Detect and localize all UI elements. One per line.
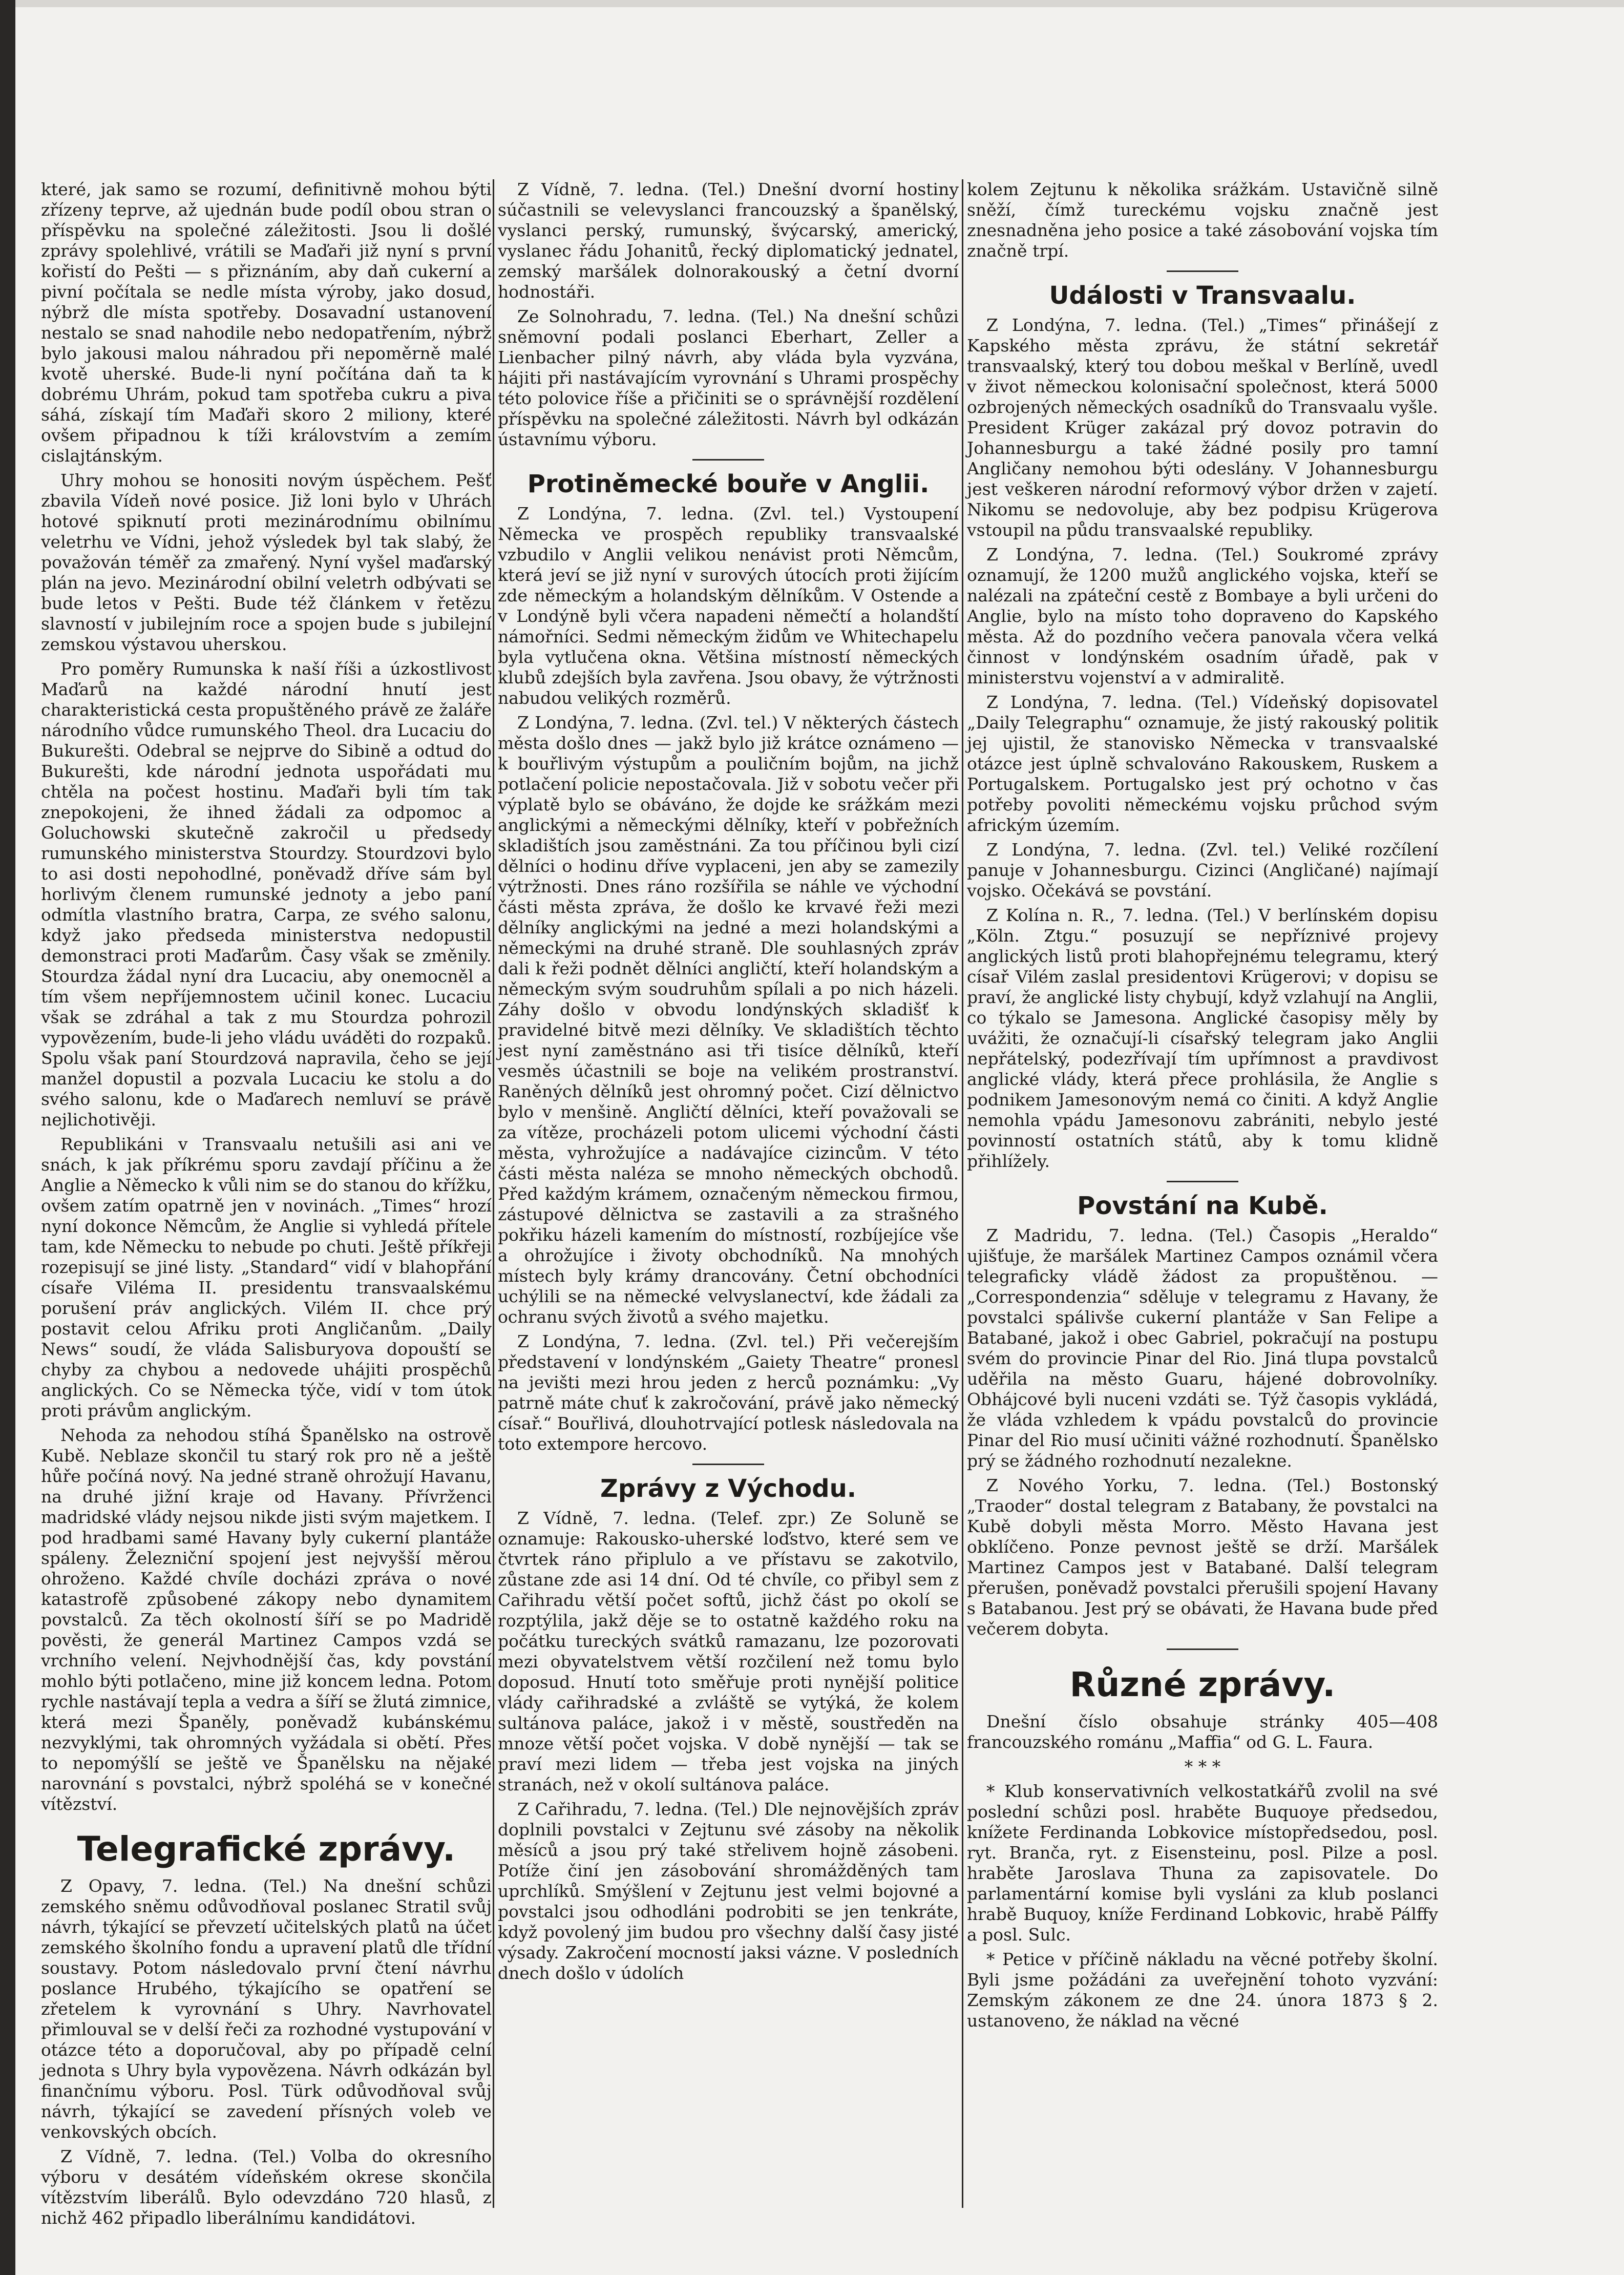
article-paragraph: Z Cařihradu, 7. ledna. (Tel.) Dle nejnovějších zpráv doplnili povstalci v Zejtunu své zásoby na několik měsíců a jsou prý také střelivem hojně zásobeni. Potíže činí jen zásobování shromážděných tam uprchlíků. Smýšlení v Zejtunu jest velmi bojovné a povstalci jsou odhodláni podrobiti se jen tenkráte, když povolený jim budou pro všechny další časy jisté výsady. Zakročení mocností jaksi vázne. V posledních dnech došlo v údolích <box>498 1799 959 1983</box>
column-rule-2 <box>962 179 963 2208</box>
article-paragraph: Z Vídně, 7. ledna. (Telef. zpr.) Ze Soluně se oznamuje: Rakousko-uherské loďstvo, které sem ve čtvrtek ráno připlulo a ve přístavu se zakotvilo, zůstane zde asi 14 dní. Od té chvíle, co přibyl sem z Cařihradu větší počet softů, jichž část po okolí se rozptýlila, jakž děje se to ostatně každého roku na počátku tureckých svátků ramazanu, lze pozorovati mezi obyvatelstvem větší rozčilení než tomu bylo doposud. Hnutí toto směřuje proti nynější politice vlády cařihradské a zvláště se vytýká, že kolem sultánova paláce, jakož i v městě, soustředěn na mnoze větší počet vojska. V době nynější — tak se praví mezi lidem — třeba jest vojska na jiných stranách, než v okolí sultánova paláce. <box>498 1508 959 1794</box>
article-paragraph: Z Opavy, 7. ledna. (Tel.) Na dnešní schůzi zemského sněmu odůvodňoval poslanec Stratil svůj návrh, týkající se převzetí učitelských platů na účet zemského školního fondu a upravení platů dle třídní soustavy. Potom následovalo první čtení návrhu poslance Hrubého, týkajícího se opatření se zřetelem k vyrovnání s Uhry. Navrhovatel přimlouval se v delší řeči za rozhodné vystupování v otázce této a doporučoval, aby po případě celní jednota s Uhry byla vypovězena. Návrh odkázán byl finančnímu výboru. Posl. Türk odůvodňoval svůj návrh, týkající se zavedení přísných voleb ve venkovských obcích. <box>41 1876 492 2142</box>
article-paragraph: Pro poměry Rumunska k naší říši a úzkostlivost Maďarů na každé národní hnutí jest charakteristická cesta propuštěného právě ze žaláře národního vůdce rumunského Theol. dra Lucaciu do Bukurešti. Odebral se nejprve do Sibině a odtud do Bukurešti, kde národní jednota uspořádati mu chtěla na počest hostinu. Maďaři byli tím tak znepokojeni, že ihned žádali za odpomoc a Goluchowski skutečně zakročil u předsedy rumunského ministerstva Stourdzy. Stourdzovi bylo to asi dosti nepohodlné, poněvadž dříve sám byl horlivým členem rumunské jednoty a jebo paní odmítla vlastního bratra, Carpa, ze svého salonu, když jako předseda ministerstva nedopustil demonstraci proti Maďarům. Časy však se změnily. Stourdza žádal nyní dra Lucaciu, aby onemocněl a tím všem nepříjemnostem učinil konec. Lucaciu však se zdráhal a tak z mu Stourdza pohrozil vypovězením, bude-li jeho vládu uváděti do rozpaků. Spolu však paní Stourdzová napravila, čeho se její manžel dopustil a pozvala Lucaciu ke stolu a do svého salonu, kde o Maďarech nemluví se právě nejlichotivěji. <box>41 659 492 1130</box>
article-paragraph: Z Londýna, 7. ledna. (Zvl. tel.) V některých částech města došlo dnes — jakž bylo již krátce oznámeno — k bouřlivým výstupům a pouličním bojům, na jichž potlačení policie nepostačovala. Již v sobotu večer při výplatě bylo se obáváno, že dojde ke srážkám mezi anglickými a německými dělníky, kteří v pobřežních skladištích jsou zaměstnáni. Za tou příčinou byli cizí dělníci o hodinu dříve vyplaceni, jen aby se zamezily výtržnosti. Dnes ráno rozšířila se náhle ve východní části města zpráva, že došlo ke krvavé řeži mezi dělníky anglickými na jedné a mezi holandskými a německými na druhé straně. Dle souhlasných zpráv dali k řeži podnět dělníci angličtí, kteří holandským a německým svým soudruhům spílali a po nich házeli. Záhy došlo v obvodu londýnských skladišť k pravidelné bitvě mezi dělníky. Ve skladištích těchto jest nyní zaměstnáno asi tři tisíce dělníků, kteří vesměs účastnili se boje na velikém prostranství. Raněných dělníků jest ohromný počet. Cizí dělnictvo bylo v menšině. Angličtí dělníci, kteří považovali se za vítěze, procházeli potom ulicemi východní části města, vyhrožujíce a nadávajíce cizincům. V této části města naléza se mnoho německých obchodů. Před každým krámem, označeným německou firmou, zástupové dělnictva se zastavili a za strašného pokřiku házeli kamením do místností, rozbíjejíce vše a ohrožujíce i životy obchodníků. Na mnohých místech byly krámy drancovány. Četní obchodníci uchýlili se na německé velvyslanectví, kde žádali za ochranu svých životů a svého majetku. <box>498 713 959 1327</box>
article-paragraph: Republikáni v Transvaalu netušili asi ani ve snách, k jak příkrému sporu zavdají příčinu a že Anglie a Německo k vůli nim se do stanou do křížku, ovšem zatím opatrně jen v novinách. „Times“ hrozí nyní dokonce Němcům, že Anglie si vyhledá přítele tam, kde Německu to nebude po chuti. Ještě příkřeji rozepisují se jiné listy. „Standard“ vidí v blahopřání císaře Viléma II. presidentu transvaalskému porušení práv anglických. Vilém II. chce prý postavit celou Afriku proti Angličanům. „Daily News“ soudí, že vláda Salisburyova dopouští se chyby za chybou a nedovede uhájiti prospěchů anglických. Co se Německa týče, vidí v tom útok proti právům anglickým. <box>41 1134 492 1421</box>
separator-rule <box>1167 1181 1238 1182</box>
article-paragraph: * Klub konservativních velkostatkářů zvolil na své poslední schůzi posl. hraběte Buquoye předsedou, knížete Ferdinanda Lobkovice místopředsedou, posl. ryt. Branča, ryt. z Eisensteinu, posl. Pilze a posl. hraběte Jaroslava Thuna za zapisovatele. Do parlamentární komise byli vysláni za klub poslanci hrabě Buquoy, kníže Ferdinand Lobkovic, hrabě Pálffy a posl. Sulc. <box>967 1781 1438 1945</box>
article-paragraph: Z Londýna, 7. ledna. (Zvl. tel.) Veliké rozčílení panuje v Johannesburgu. Cizinci (Angličané) najímají vojsko. Očekává se povstání. <box>967 840 1438 901</box>
article-paragraph: Z Londýna, 7. ledna. (Zvl. tel.) Při večerejším představení v londýnském „Gaiety Theatre“ pronesl na jevišti mezi hrou jeden z herců poznámku: „Vy patrně máte chuť k zakročování, právě jako německý císař.“ Bouřlivá, dlouhotrvající potlesk následovala na toto extempore hercovo. <box>498 1331 959 1454</box>
article-paragraph: Dnešní číslo obsahuje stránky 405—408 francouzského románu „Maffia“ od G. L. Faura. <box>967 1712 1438 1752</box>
article-paragraph: Z Londýna, 7. ledna. (Tel.) Soukromé zprávy oznamují, že 1200 mužů anglického vojska, kteří se nalézali na zpáteční cestě z Bombaye a byli určeni do Anglie, bylo na místo toho dopraveno do Kapského města. Až do pozdního večera panovala včera velká činnost v londýnském osadním úřadě, pak v ministerstvu vojenství a v admiralitě. <box>967 545 1438 687</box>
article-paragraph: Z Londýna, 7. ledna. (Tel.) Vídeňský dopisovatel „Daily Telegraphu“ oznamuje, že jistý rakouský politik jej ujistil, že stanovisko Německa v transvaalské otázce jest úplně schvalováno Rakouskem, Ruskem a Portugalskem. Portugalsko jest prý ochotno v čas potřeby povoliti německému vojsku průchod svým africkým územím. <box>967 692 1438 835</box>
section-heading-misc-news: Různé zprávy. <box>1069 1665 1336 1704</box>
separator-rule <box>1167 270 1238 272</box>
separator-rule <box>692 459 764 461</box>
asterism: * * * <box>1184 1757 1221 1777</box>
separator-rule <box>692 1464 764 1465</box>
column-2 <box>498 179 959 2203</box>
article-paragraph: Ze Solnohradu, 7. ledna. (Tel.) Na dnešní schůzi sněmovní podali poslanci Eberhart, Zeller a Lienbacher pilný návrh, aby vláda byla vyzvána, hájiti při nastávajícím vyrovnání s Uhrami prospěchy této polovice říše a přičiniti se o správnější rozdělení příspěvku na společné záležitosti. Návrh byl odkázán ústavnímu výboru. <box>498 306 959 449</box>
article-paragraph: Nehoda za nehodou stíhá Španělsko na ostrově Kubě. Neblaze skončil tu starý rok pro ně a ještě hůře počíná nový. Na jedné straně ohrožují Havanu, na druhé jižní kraje od Havany. Přívrženci madridské vlády nejsou nikde jisti svým majetkem. I pod hradbami samé Havany byly cukerní plantáže spáleny. Železniční spojení jest nejvyšší měrou ohroženo. Každé chvíle docházi zpráva o nové katastrofě způsobené zákopy nebo dynamitem povstalců. Za těch okolností šíří se po Madridě pověsti, že generál Martinez Campos vzdá se vrchního velení. Nejvhodnější čas, kdy povstání mohlo býti potlačeno, mine již koncem ledna. Potom rychle nastávají tepla a vedra a šíří se žlutá zimnice, která mezi Španěly, poněvadž kubánskému nezvyklými, tak ohromných vyžádala si obětí. Přes to nepomýšlí se ještě ve Španělsku na nějaké narovnání s povstalci, nýbrž spoléhá se v konečné vítězství. <box>41 1425 492 1814</box>
article-paragraph: * Petice v příčině nákladu na věcné potřeby školní. Byli jsme požádáni za uveřejnění tohoto vyzvání: Zemským zákonem ze dne 24. února 1873 § 2. ustanoveno, že náklad na věcné <box>967 1949 1438 2031</box>
section-heading-telegraph: Telegrafické zprávy. <box>77 1829 456 1869</box>
article-paragraph: Z Londýna, 7. ledna. (Zvl. tel.) Vystoupení Německa ve prospěch republiky transvaalské vzbudilo v Anglii velikou nenávist proti Němcům, která jeví se již nyní v surových útocích proti žijícím zde německým a holandským dělníkům. V Ostende a v Londýně byli včera napadeni němečtí a holandští námořníci. Sedmi německým židům ve Whitechapelu byla vytlučena okna. Většina místností německých klubů zdejších byla zavřena. Jsou obavy, že výtržnosti nabudou velikých rozměrů. <box>498 504 959 708</box>
article-paragraph: Uhry mohou se honositi novým úspěchem. Pešť zbavila Vídeň nové posice. Již loni bylo v Uhrách hotové spiknutí proti mezinárodnímu obilnímu veletrhu ve Vídni, jehož výsledek byl tak slabý, že považován téměř za zmařený. Nyní vyšel maďarský plán na jevo. Mezinárodní obilní veletrh odbývati se bude letos v Pešti. Bude též článkem v řetězu slavností v jubilejním roce a spojen bude s jubilejní zemskou výstavou uherskou. <box>41 470 492 654</box>
column-rule-1 <box>493 179 494 2208</box>
section-heading-east-news: Zprávy z Východu. <box>600 1474 856 1503</box>
column-1 <box>41 179 492 2228</box>
article-paragraph: kolem Zejtunu k několika srážkám. Ustavičně silně sněží, čímž tureckému vojsku značně jest znesnadněna jeho posice a také zásobování vojska tím značně trpí. <box>967 179 1438 261</box>
article-paragraph: Z Vídně, 7. ledna. (Tel.) Dnešní dvorní hostiny súčastnili se velevyslanci francouzský a španělský, vyslanci perský, rumunský, švýcarský, americký, vyslanec řádu Johanitů, řecký diplomatický jednatel, zemský maršálek dolnorakouský a četní dvorní hodnostáři. <box>498 179 959 302</box>
section-heading-transvaal: Události v Transvaalu. <box>1049 281 1356 310</box>
column-3 <box>967 179 1438 2203</box>
article-paragraph: Z Vídně, 7. ledna. (Tel.) Volba do okresního výboru v desátém vídeňském okrese skončila vítězstvím liberálů. Bylo odevzdáno 720 hlasů, z nichž 462 připadlo liberálnímu kandidátovi. <box>41 2146 492 2228</box>
section-heading-cuba: Povstání na Kubě. <box>1077 1192 1328 1220</box>
page-top-margin <box>0 0 1624 7</box>
section-heading-anti-german-riots: Protiněmecké bouře v Anglii. <box>527 470 930 498</box>
article-paragraph: které, jak samo se rozumí, definitivně mohou býti zřízeny teprve, až ujednán bude podíl obou stran o příspěvku na společné záležitosti. Jsou li došlé zprávy spolehlivé, vrátili se Maďaři již nyní s první kořistí do Pešti — s přiznáním, aby daň cukerní a pivní počítala se nedle místa výroby, jako dosud, nýbrž dle místa spotřeby. Dosavadní ustanovení nestalo se snad nahodile nebo nedopatřením, nýbrž bylo jakousi malou náhradou při nepoměrně malé kvotě uherské. Bude-li nyní počítána daň ta k dobrému Uhrám, pokud tam spotřeba cukru a piva sáhá, získají tím Maďaři skoro 2 miliony, které ovšem připadnou k tíži královstvím a zemím cislajtánským. <box>41 179 492 466</box>
article-paragraph: Z Nového Yorku, 7. ledna. (Tel.) Bostonský „Traoder“ dostal telegram z Batabany, že povstalci na Kubě dobyli města Morro. Město Havana jest obklíčeno. Ponze pevnost ještě se drží. Maršálek Martinez Campos jest v Batabané. Další telegram přerušen, poněvadž povstalci přerušili spojení Havany s Batabanou. Jest prý se obávati, že Havana bude před večerem dobyta. <box>967 1475 1438 1639</box>
article-paragraph: Z Londýna, 7. ledna. (Tel.) „Times“ přinášejí z Kapského města zprávu, že státní sekretář transvaalský, který tou dobou meškal v Berlíně, uvedl v život německou kolonisační společnost, která 5000 ozbrojených německých osadníků do Transvaalu vyšle. President Krüger zakázal prý dovoz potravin do Johannesburgu a také žádné posily pro tamní Angličany nemohou býti odeslány. V Johannesburgu jest veškeren národní reformový výbor držen v zajetí. Nikomu se nedovoluje, aby bez podpisu Krügerova vstoupil na půdu transvaalské republiky. <box>967 315 1438 540</box>
separator-rule <box>1167 1648 1238 1650</box>
article-paragraph: Z Kolína n. R., 7. ledna. (Tel.) V berlínském dopisu „Köln. Ztgu.“ posuzují se nepříznivé projevy anglických listů proti blahopřejnému telegramu, který císař Vilém zaslal presidentovi Krügerovi; v dopisu se praví, že anglické listy chybují, když vzlahují na Anglii, co týkalo se Jamesona. Anglické časopisy měly by uvážiti, že označují-li císařský telegram jako Anglii nepřátelský, podezřívají tím upřímnost a pravdivost anglické vlády, která přece prohlásila, že Anglie s podnikem Jamesonovým nemá co činiti. A když Anglie nemohla vpádu Jamesonovu zabrániti, nebylo jesté povinností ostatních států, aby k tomu klidně přihlížely. <box>967 905 1438 1171</box>
page-binding-edge <box>0 0 15 2275</box>
article-paragraph: Z Madridu, 7. ledna. (Tel.) Časopis „Heraldo“ ujišťuje, že maršálek Martinez Campos oznámil včera telegraficky vládě žádost za propuštěnou. — „Correspondenzia“ sděluje v telegramu z Havany, že povstalci spálivše cukerní plantáže v San Felipe a Batabané, jakož i obec Gabriel, pokračují na postupu svém do provincie Pinar del Rio. Jiná tlupa povstalců uděřila na město Guaru, hájené dobrovolníky. Obhájcové byli nuceni vzdáti se. Týž časopis vykládá, že vláda vzhledem k vpádu povstalců do provincie Pinar del Rio musí učiniti vážné rozhodnutí. Španělsko prý se žádného rozhodnutí nezalekne. <box>967 1225 1438 1471</box>
